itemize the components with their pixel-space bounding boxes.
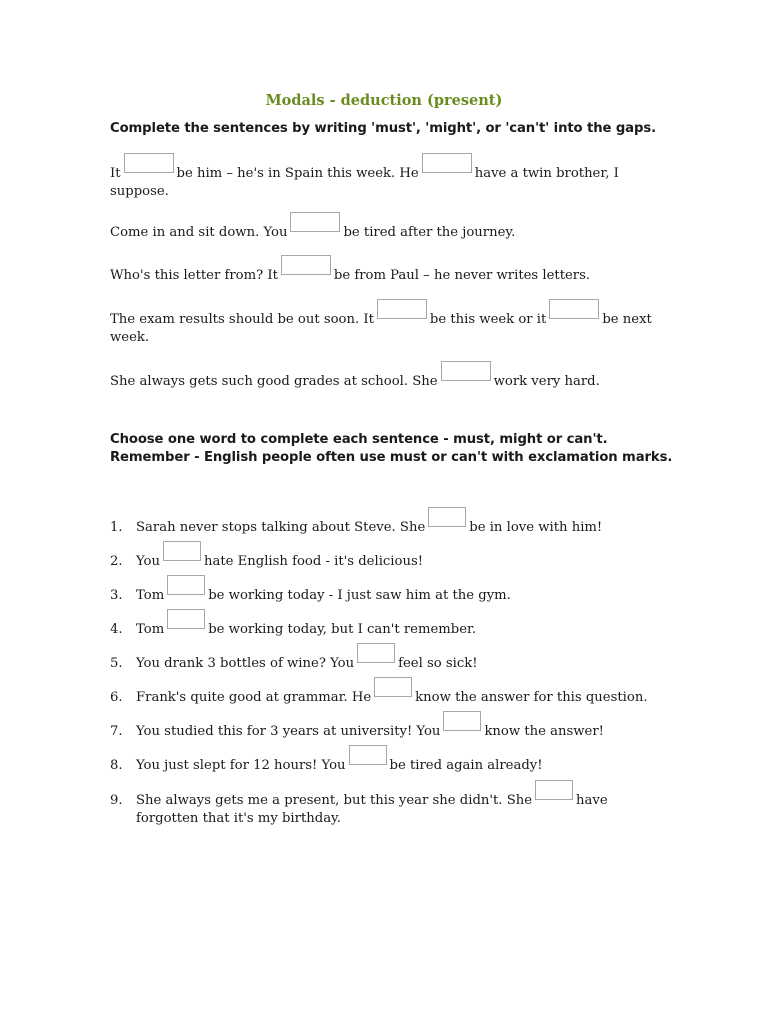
exercise-item-4 — [110, 609, 670, 639]
section2-instruction-line1: Choose one word to complete each sentence - must, might or can't. — [110, 432, 608, 447]
answer-gap[interactable] — [163, 541, 201, 561]
exercise-item-1 — [110, 507, 670, 537]
item-text: be working today - I just saw him at the gym. — [208, 588, 511, 603]
section1-sentence-4 — [110, 299, 670, 347]
section1-sentence-1 — [110, 153, 670, 201]
sentence-text: Who's this letter from? It — [110, 268, 278, 283]
exercise-item-9 — [110, 780, 670, 828]
item-text: be working today, but I can't remember. — [208, 622, 477, 637]
item-number: 3. — [110, 588, 123, 603]
sentence-text: week. — [110, 330, 150, 345]
item-text: She always gets me a present, but this year she didn't. She — [136, 793, 533, 808]
item-text: You — [136, 554, 160, 569]
item-text: know the answer for this question. — [415, 690, 648, 705]
worksheet-title: Modals - deduction (present) — [265, 92, 503, 109]
answer-gap[interactable] — [428, 507, 466, 527]
item-number: 1. — [110, 520, 123, 535]
sentence-text: be him – he's in Spain this week. He — [176, 166, 419, 181]
item-text: Tom — [136, 588, 165, 603]
exercise-item-6 — [110, 677, 670, 707]
item-text: You studied this for 3 years at university! You — [136, 724, 441, 739]
answer-gap[interactable] — [549, 299, 599, 319]
answer-gap[interactable] — [167, 575, 205, 595]
item-number: 9. — [110, 793, 123, 808]
answer-gap[interactable] — [441, 361, 491, 381]
exercise-item-5 — [110, 643, 670, 673]
sentence-text: be this week or it — [429, 312, 547, 327]
answer-gap[interactable] — [357, 643, 395, 663]
item-text: You just slept for 12 hours! You — [136, 758, 346, 773]
item-text: feel so sick! — [398, 656, 478, 671]
sentence-text: be next — [602, 312, 652, 327]
item-number: 6. — [110, 690, 123, 705]
sentence-text: be tired after the journey. — [343, 225, 516, 240]
item-text: You drank 3 bottles of wine? You — [136, 656, 355, 671]
section1-sentence-2 — [110, 212, 670, 242]
item-number: 4. — [110, 622, 123, 637]
section1-instruction: Complete the sentences by writing 'must', 'might', or 'can't' into the gaps. — [110, 121, 656, 136]
item-text: Tom — [136, 622, 165, 637]
sentence-text: It — [110, 166, 121, 181]
section1-sentence-3 — [110, 255, 670, 285]
answer-gap[interactable] — [535, 780, 573, 800]
exercise-item-8 — [110, 745, 670, 775]
answer-gap[interactable] — [443, 711, 481, 731]
item-number: 2. — [110, 554, 123, 569]
item-text: forgotten that it's my birthday. — [136, 811, 341, 826]
item-number: 7. — [110, 724, 123, 739]
answer-gap[interactable] — [374, 677, 412, 697]
exercise-item-3 — [110, 575, 670, 605]
item-text: Sarah never stops talking about Steve. She — [136, 520, 426, 535]
section2-instruction-line2: Remember - English people often use must or can't with exclamation marks. — [110, 450, 673, 465]
sentence-text: have a twin brother, I — [474, 166, 619, 181]
sentence-text: be from Paul – he never writes letters. — [333, 268, 591, 283]
exercise-item-7 — [110, 711, 670, 741]
answer-gap[interactable] — [422, 153, 472, 173]
answer-gap[interactable] — [281, 255, 331, 275]
exercise-item-2 — [110, 541, 670, 571]
sentence-text: Come in and sit down. You — [110, 225, 288, 240]
item-text: be in love with him! — [469, 520, 603, 535]
sentence-text: The exam results should be out soon. It — [110, 312, 374, 327]
sentence-text: suppose. — [110, 184, 169, 199]
item-text: have — [576, 793, 608, 808]
answer-gap[interactable] — [167, 609, 205, 629]
item-number: 5. — [110, 656, 123, 671]
answer-gap[interactable] — [290, 212, 340, 232]
section1-sentence-5 — [110, 361, 670, 391]
answer-gap[interactable] — [349, 745, 387, 765]
item-text: Frank's quite good at grammar. He — [136, 690, 372, 705]
item-text: be tired again already! — [389, 758, 543, 773]
item-number: 8. — [110, 758, 123, 773]
item-text: know the answer! — [484, 724, 604, 739]
answer-gap[interactable] — [124, 153, 174, 173]
answer-gap[interactable] — [377, 299, 427, 319]
sentence-text: work very hard. — [493, 374, 600, 389]
sentence-text: She always gets such good grades at school. She — [110, 374, 438, 389]
item-text: hate English food - it's delicious! — [204, 554, 424, 569]
